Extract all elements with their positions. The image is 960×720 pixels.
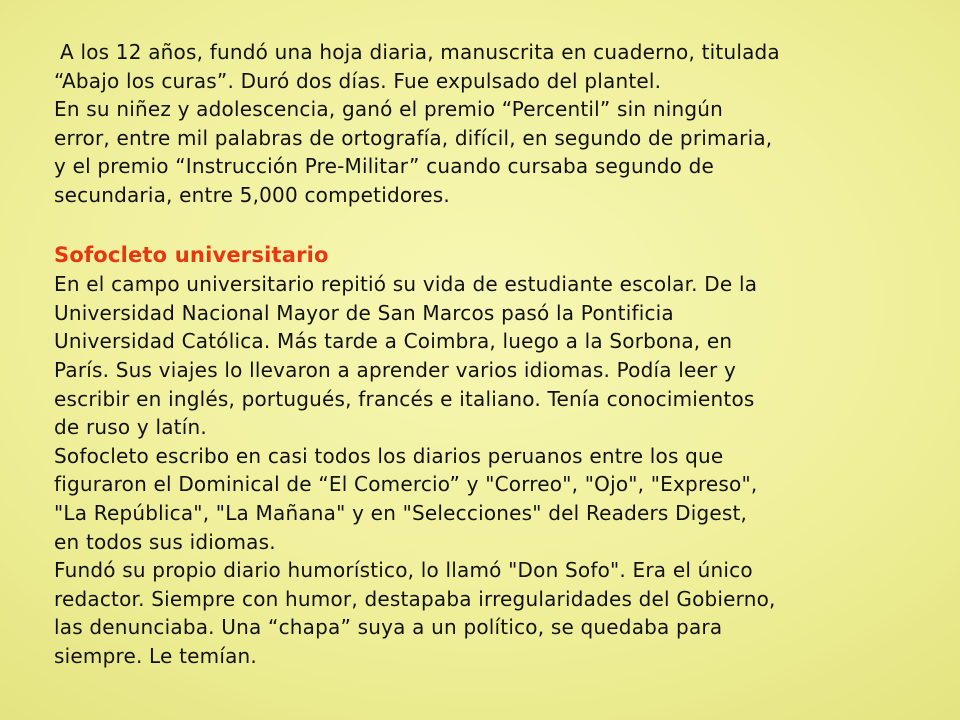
slide-content [54,38,934,670]
intro-line: y el premio “Instrucción Pre-Militar” cuando cursaba segundo de [54,154,714,179]
intro-line: “Abajo los curas”. Duró dos días. Fue expulsado del plantel. [54,68,662,93]
body-line: siempre. Le temían. [54,643,257,668]
body-line: París. Sus viajes lo llevaron a aprender varios idiomas. Podía leer y [54,357,737,382]
body-line: Universidad Nacional Mayor de San Marcos pasó la Pontificia [54,300,674,325]
body-line: Sofocleto escribo en casi todos los diarios peruanos entre los que [54,443,724,468]
body-line: escribir en inglés, portugués, francés e italiano. Tenía conocimientos [54,386,755,411]
intro-line: A los 12 años, fundó una hoja diaria, manuscrita en cuaderno, titulada [60,40,780,64]
body-line: "La República", "La Mañana" y en "Selecciones" del Readers Digest, [54,500,748,525]
body-line: las denunciaba. Una “chapa” suya a un político, se quedaba para [54,615,723,640]
body-line: Fundó su propio diario humorístico, lo llamó "Don Sofo". Era el único [54,558,753,583]
body-line: En el campo universitario repitió su vida de estudiante escolar. De la [54,272,758,297]
body-line: Universidad Católica. Más tarde a Coimbra, luego a la Sorbona, en [54,329,733,354]
paragraph-spacer [54,210,934,239]
section-body [54,270,934,670]
body-line: en todos sus idiomas. [54,529,276,554]
section-heading: Sofocleto universitario [54,243,329,268]
body-line: figuraron el Dominical de “El Comercio” y "Correo", "Ojo", "Expreso", [54,472,758,497]
intro-paragraph [54,38,934,210]
intro-line: En su niñez y adolescencia, ganó el premio “Percentil” sin ningún [54,97,724,122]
body-line: de ruso y latín. [54,415,207,440]
intro-line: error, entre mil palabras de ortografía, difícil, en segundo de primaria, [54,125,773,150]
intro-line: secundaria, entre 5,000 competidores. [54,182,450,207]
body-line: redactor. Siempre con humor, destapaba irregularidades del Gobierno, [54,586,776,611]
